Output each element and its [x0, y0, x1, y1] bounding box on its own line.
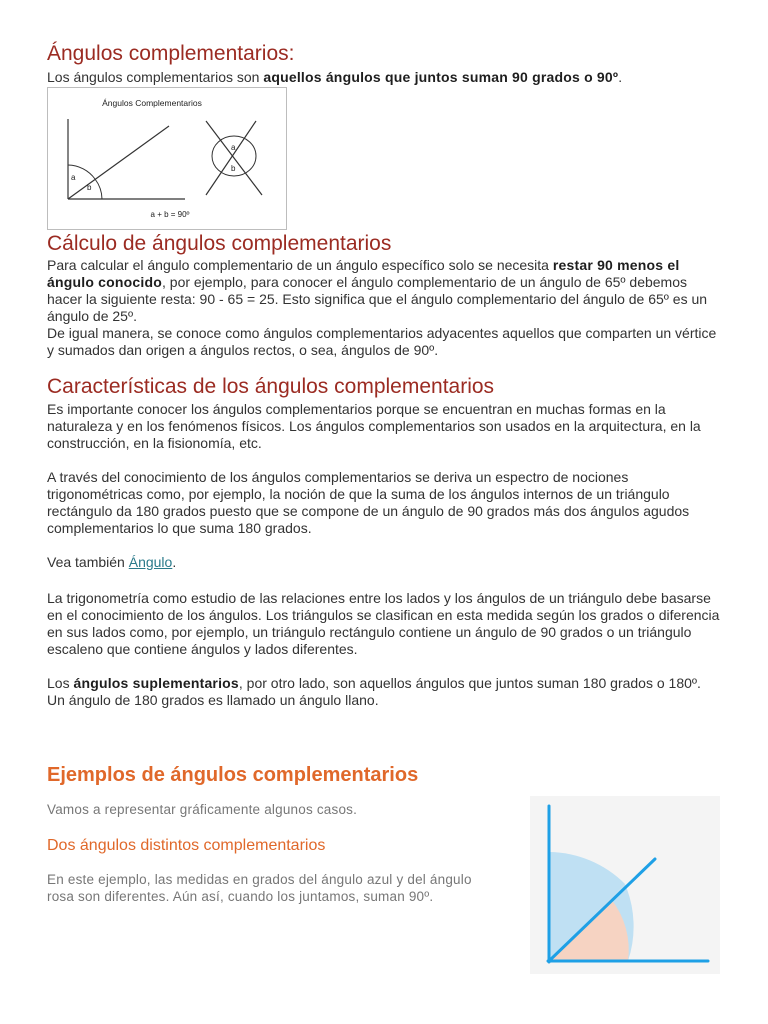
figure-caption: Ángulos Complementarios	[102, 98, 202, 108]
angulo-link[interactable]: Ángulo	[128, 554, 173, 570]
heading-ejemplos: Ejemplos de ángulos complementarios	[47, 764, 419, 786]
heading-angulos-complementarios: Ángulos complementarios:	[47, 42, 295, 65]
label-a-right: a	[231, 143, 236, 152]
heading-caracteristicas: Características de los ángulos complementarios	[47, 375, 495, 398]
label-b-left: b	[87, 183, 92, 192]
definition-paragraph: Los ángulos complementarios son aquellos ángulos que juntos suman 90 grados o 90º.	[47, 69, 623, 85]
caracteristicas-paragraph-2: A través del conocimiento de los ángulos complementarios se deriva un espectro de nociones trigonométricas como, por ejemplo, la noción de que la suma de los ángulos internos de un triángulo rectángulo da 180 grados puesto que se compone de un ángulo de 90 grados más dos ángulos agudos complementarios lo que suma 180 grados.	[47, 469, 690, 536]
complementary-angles-diagram	[48, 88, 288, 231]
heading-calculo: Cálculo de ángulos complementarios	[47, 232, 392, 255]
calculo-paragraph-2: De igual manera, se conoce como ángulos complementarios adyacentes aquellos que comparten un vértice y sumados dan origen a ángulos rectos, o sea, ángulos de 90º.	[47, 325, 717, 358]
label-a-left: a	[71, 173, 76, 182]
heading-dos-angulos: Dos ángulos distintos complementarios	[47, 837, 326, 854]
figure-equation: a + b = 90º	[150, 210, 190, 219]
see-also-paragraph: Vea también Ángulo.	[47, 554, 177, 570]
example-angle-diagram	[530, 796, 720, 974]
caracteristicas-paragraph-4: Los ángulos suplementarios, por otro lado, son aquellos ángulos que juntos suman 180 grados o 180º. Un ángulo de 180 grados es llamado un ángulo llano.	[47, 675, 701, 708]
caracteristicas-paragraph-1: Es importante conocer los ángulos complementarios porque se encuentran en muchas formas en la naturaleza y en los fenómenos físicos. Los ángulos complementarios son usados en la arquitectura, en la construcción, en la fisionomía, etc.	[47, 401, 701, 451]
dos-angulos-text: En este ejemplo, las medidas en grados del ángulo azul y del ángulo rosa son diferentes. Aún así, cuando los juntamos, suman 90º.	[47, 872, 472, 904]
complementary-angles-figure	[47, 87, 287, 230]
label-b-right: b	[231, 164, 236, 173]
calculo-paragraph-1: Para calcular el ángulo complementario de un ángulo específico solo se necesita restar 90 menos el ángulo conocido, por ejemplo, para conocer el ángulo complementario de un ángulo de 65º debemos hacer la siguiente resta: 90 - 65 = 25. Esto significa que el ángulo complementario del ángulo de 65º es un ángulo de 25º.	[47, 257, 708, 324]
example-angle-figure	[530, 796, 720, 974]
ejemplos-intro: Vamos a representar gráficamente algunos casos.	[47, 802, 358, 817]
caracteristicas-paragraph-3: La trigonometría como estudio de las relaciones entre los lados y los ángulos de un triángulo debe basarse en el conocimiento de los ángulos. Los triángulos se clasifican en esta medida según los grados o diferencia en sus lados como, por ejemplo, un triángulo rectángulo contiene un ángulo de 90 grados o un triángulo escaleno que contiene ángulos y lados diferentes.	[47, 590, 720, 657]
